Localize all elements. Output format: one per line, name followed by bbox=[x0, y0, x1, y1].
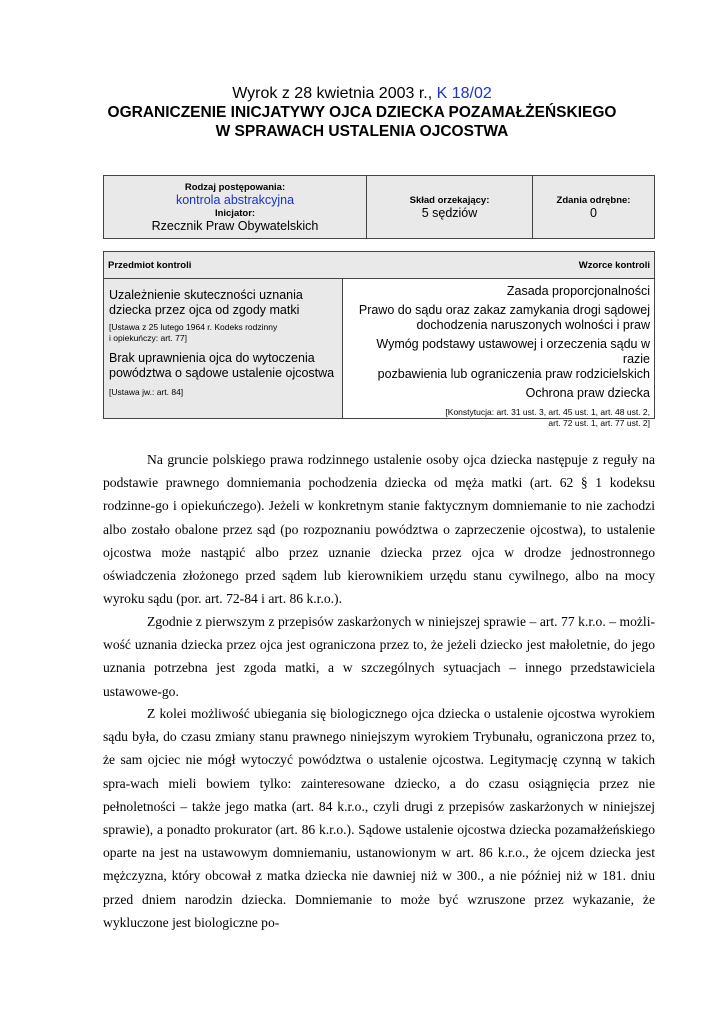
dissent-label: Zdania odrębne: bbox=[556, 195, 631, 206]
document-title-line-1: OGRANICZENIE INICJATYWY OJCA DZIECKA POZAMAŁŻEŃSKIEGO bbox=[107, 104, 617, 121]
standard-line-6: Ochrona praw dziecka bbox=[525, 386, 650, 400]
panel-value: 5 sędziów bbox=[421, 206, 478, 220]
proceeding-label: Rodzaj postępowania: bbox=[184, 182, 286, 193]
standards-column bbox=[343, 279, 654, 428]
subject-1-ref-line-1: [Ustawa z 25 lutego 1964 r. Kodeks rodzinny bbox=[109, 322, 278, 332]
subject-1-line-1: Uzależnienie skuteczności uznania bbox=[109, 288, 303, 302]
standards-ref-line-1: [Konstytucja: art. 31 ust. 3, art. 45 ust. 1, art. 48 ust. 2, bbox=[445, 407, 650, 417]
standard-line-1: Zasada proporcjonalności bbox=[506, 284, 650, 298]
dissent-value: 0 bbox=[590, 206, 597, 220]
judgment-date: Wyrok z 28 kwietnia 2003 r., bbox=[232, 85, 437, 102]
judgment-date-line bbox=[0, 84, 724, 103]
subject-1-line-2: dziecka przez ojca od zgody matki bbox=[109, 303, 300, 317]
subject-2-ref-line-1: [Ustawa jw.: art. 84] bbox=[109, 387, 184, 397]
panel-cell bbox=[367, 176, 533, 238]
case-number-link[interactable]: K 18/02 bbox=[436, 85, 492, 102]
subjects-column bbox=[104, 279, 343, 418]
standards-header: Wzorce kontroli bbox=[578, 260, 650, 271]
dissent-cell bbox=[533, 176, 654, 238]
standard-line-3: dochodzenia naruszonych wolności i praw bbox=[416, 318, 650, 332]
panel-label: Skład orzekający: bbox=[409, 195, 490, 206]
case-summary-table bbox=[103, 175, 655, 239]
document-header bbox=[0, 84, 724, 141]
standard-line-5: pozbawienia lub ograniczenia praw rodzicielskich bbox=[377, 367, 650, 381]
standard-line-4: Wymóg podstawy ustawowej i orzeczenia sądu w razie bbox=[376, 337, 650, 366]
subject-2-line-2: powództwa o sądowe ustalenie ojcostwa bbox=[109, 366, 335, 380]
review-table bbox=[103, 251, 655, 428]
proceeding-cell bbox=[104, 176, 367, 238]
initiator-label: Inicjator: bbox=[214, 208, 256, 219]
subject-header: Przedmiot kontroli bbox=[108, 260, 192, 271]
review-table-header bbox=[104, 252, 654, 279]
subject-1-ref-line-2: i opiekuńczy: art. 77] bbox=[109, 333, 187, 343]
standards-ref-line-2: art. 72 ust. 1, art. 77 ust. 2] bbox=[548, 418, 650, 428]
proceeding-value[interactable]: kontrola abstrakcyjna bbox=[175, 193, 295, 207]
document-title-line-2: W SPRAWACH USTALENIA OJCOSTWA bbox=[215, 123, 509, 140]
body-paragraph-2: Zgodnie z pierwszym z przepisów zaskarżonych w niniejszej sprawie – art. 77 k.r.o. – możli-wość uznania dziecka przez ojca jest ograniczona przez to, że jeżeli dziecko jest małoletnie, do jego uznania potrzebna jest zgoda matki, a w szczególnych sytuacjach – innego przedstawiciela ustawowe-go. bbox=[103, 614, 655, 699]
body-paragraph-3: Z kolei możliwość ubiegania się biologicznego ojca dziecka o ustalenie ojcostwa wyrokiem sądu była, do czasu zmiany stanu prawnego niniejszym wyrokiem Trybunału, ograniczona przez to, że sam ojciec nie mógł wytoczyć powództwa o ustalenie ojcostwa. Legitymację czynną w takich spra-wach mieli bowiem tylko: zainteresowane dziecko, a do czasu osiągnięcia przez nie pełnoletności – także jego matka (art. 84 k.r.o., czyli drugi z przepisów zaskarżonych w niniejszej sprawie), a ponadto prokurator (art. 86 k.r.o.). Sądowe ustalenie ojcostwa dziecka pozamałżeńskiego oparte na jest na ustawowym domniemaniu, ustanowionym w art. 86 k.r.o., że ojcem dziecka jest mężczyzna, który obcował z matka dziecka nie dawniej niż w 300., a nie później niż w 181. dniu przed dniem narodzin dziecka. Domniemanie to może być wzruszone przez wykazanie, że wykluczone jest biologiczne po- bbox=[103, 706, 655, 930]
standard-line-2: Prawo do sądu oraz zakaz zamykania drogi sądowej bbox=[358, 303, 650, 317]
body-paragraph-1: Na gruncie polskiego prawa rodzinnego ustalenie osoby ojca dziecka następuje z reguły na podstawie prawnego domniemania pochodzenia dziecka od męża matki (art. 62 § 1 kodeksu rodzinne-go i opiekuńczego). Jeżeli w konkretnym stanie faktycznym domniemanie to nie zachodzi albo zostało obalone przez sąd (po rozpoznaniu powództwa o zaprzeczenie ojcostwa), to ustalenie ojcostwa może nastąpić albo przez uznanie dziecka przez ojca w drodze jednostronnego oświadczenia złożonego przed sądem lub kierownikiem urzędu stanu cywilnego, albo na mocy wyroku sądu (por. art. 72-84 i art. 86 k.r.o.). bbox=[103, 452, 655, 607]
subject-2-line-1: Brak uprawnienia ojca do wytoczenia bbox=[109, 351, 315, 365]
initiator-value: Rzecznik Praw Obywatelskich bbox=[151, 219, 319, 233]
